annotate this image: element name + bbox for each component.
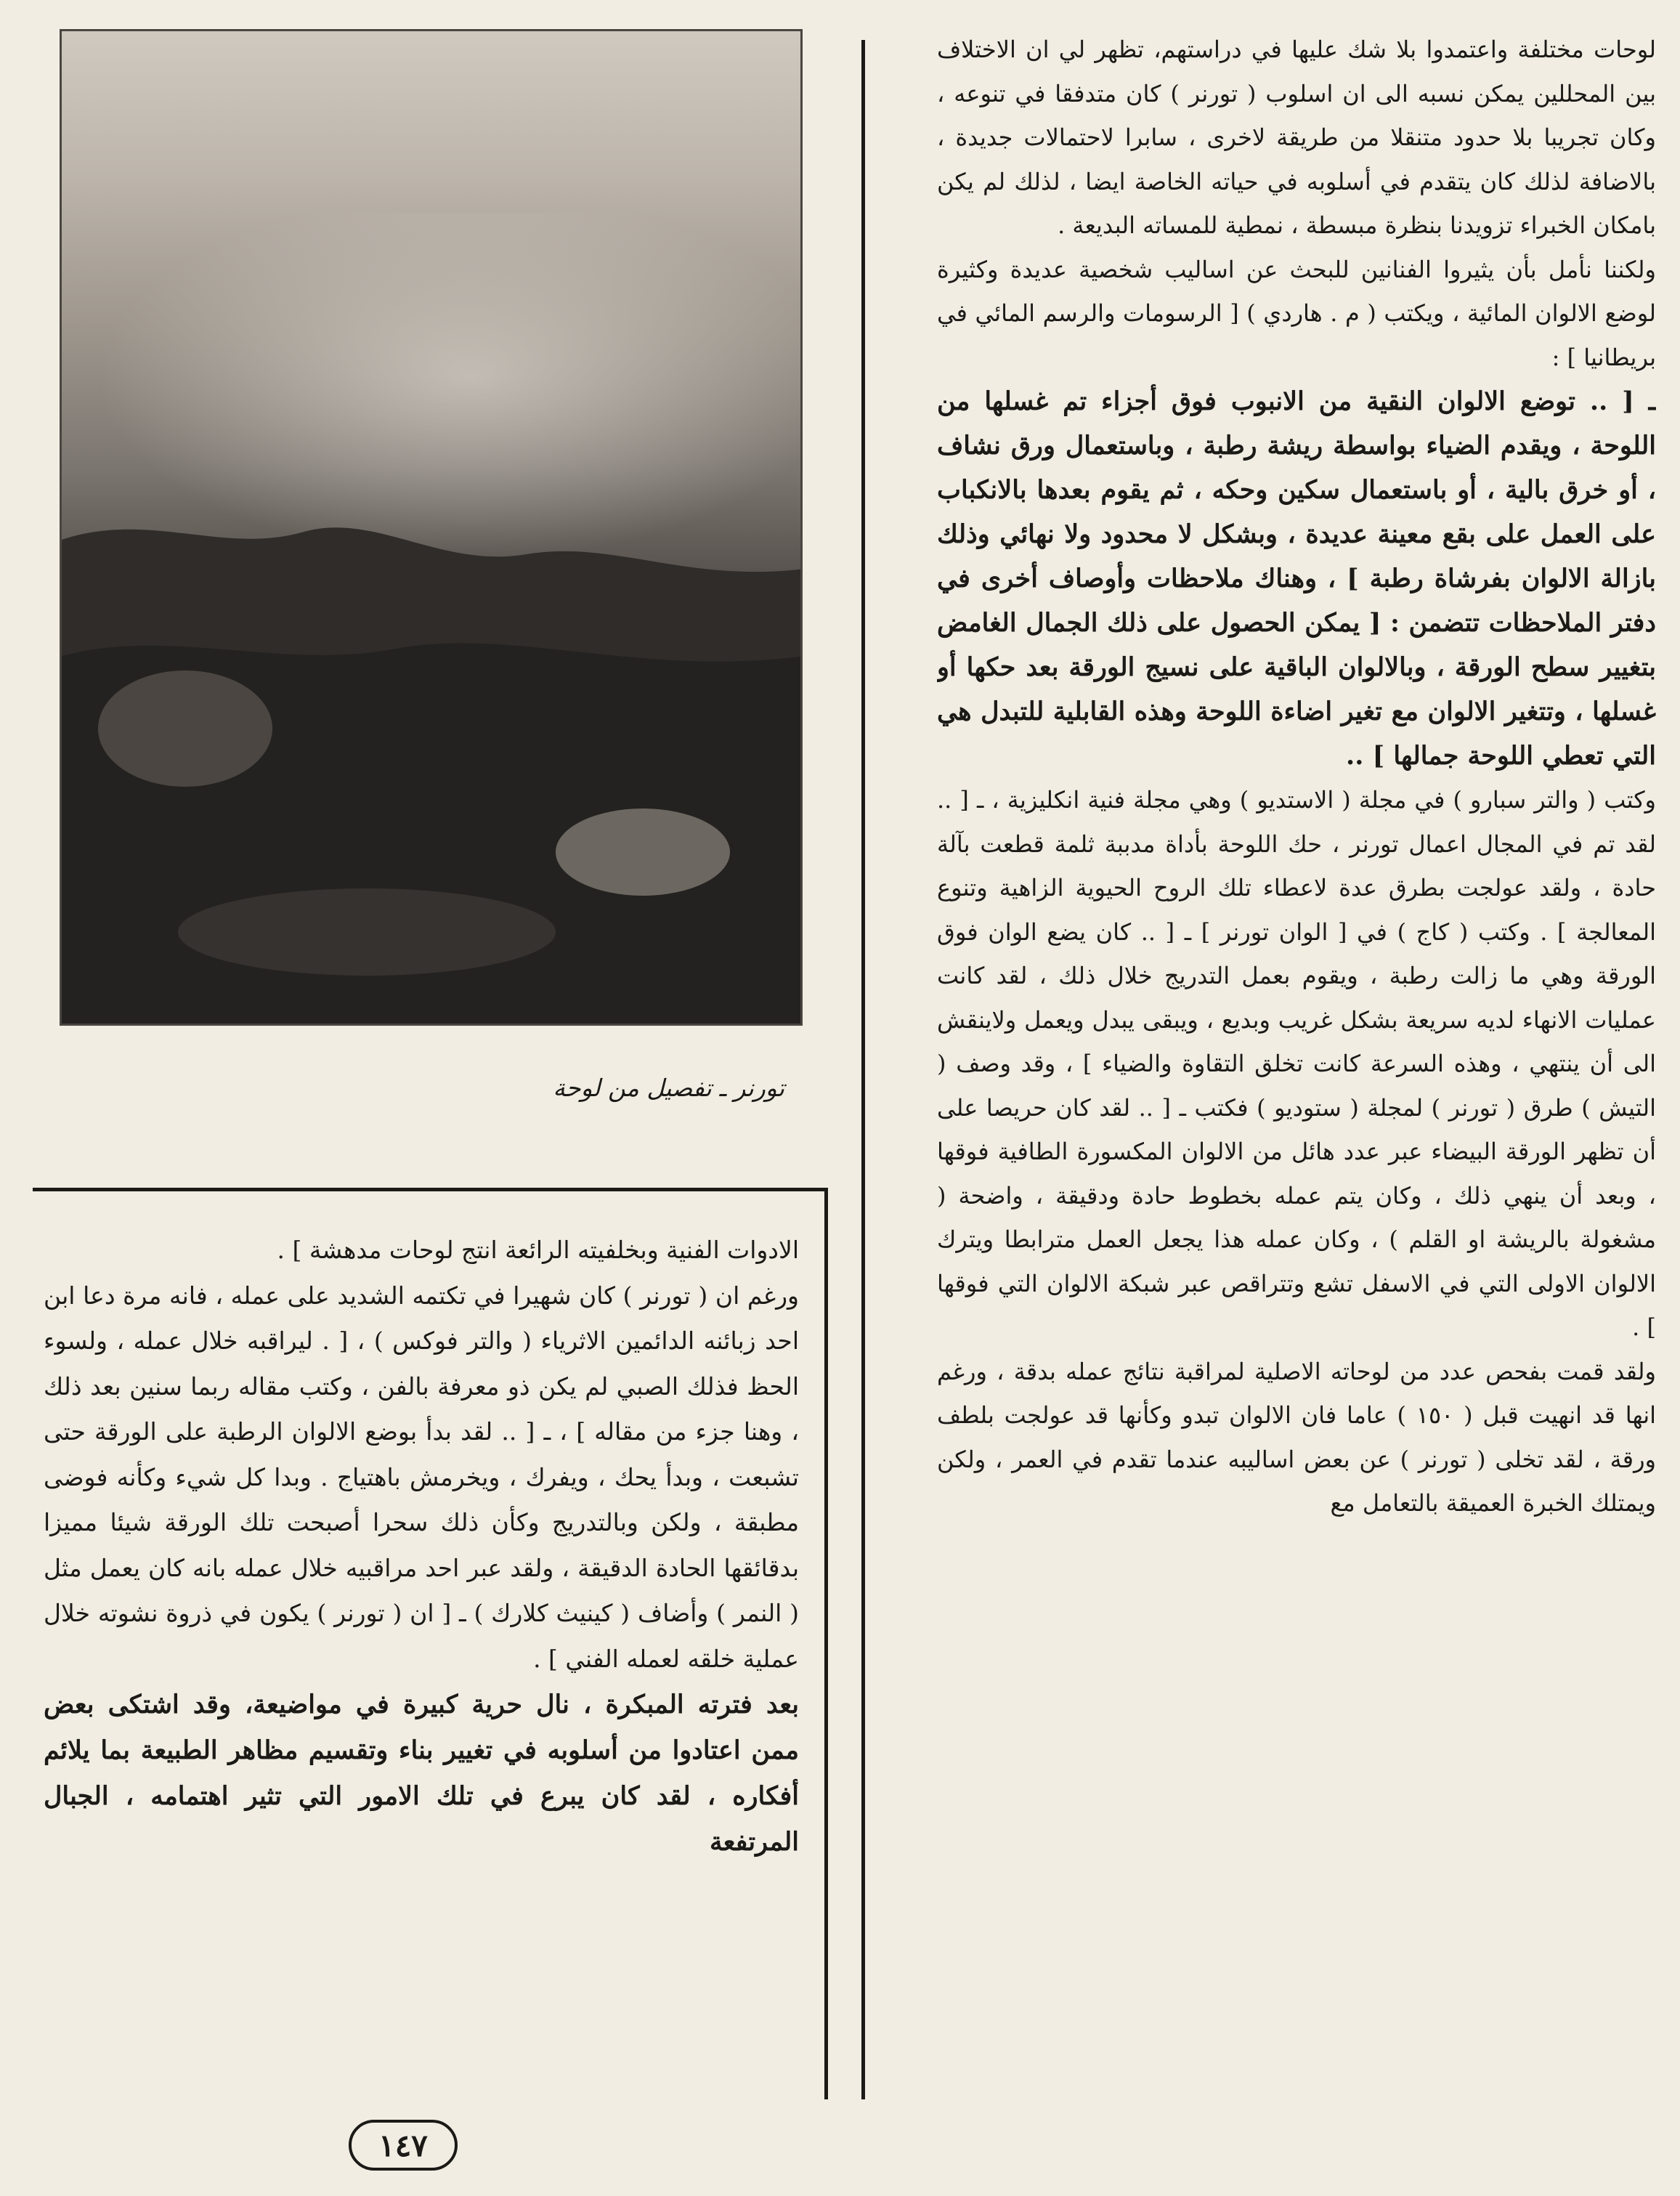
column-divider [861, 40, 865, 2099]
right-paragraph-5: ولقد قمت بفحص عدد من لوحاته الاصلية لمراقبة نتائج عمله بدقة ، ورغم انها قد انهيت قبل ( ١٥٠ ) عاما فان الالوان تبدو وكأنها قد عولجت بلطف ورقة ، لقد تخلى ( تورنر ) عن بعض اساليبه عندما تقدم في العمر ، ولكن ويمتلك الخبرة العميقة بالتعامل مع [937, 1357, 1656, 1517]
right-paragraph-1: لوحات مختلفة واعتمدوا بلا شك عليها في دراستهم، تظهر لي ان الاختلاف بين المحللين يمكن نسبه الى ان اسلوب ( تورنر ) كان متدفقا في تنوعه ، وكان تجريبا بلا حدود متنقلا من طريقة لاخرى ، سابرا لاحتمالات جديدة ، بالاضافة لذلك كان يتقدم في أسلوبه في حياته الخاصة ايضا ، لذلك لم يكن بامكان الخبراء تزويدنا بنظرة مبسطة ، نمطية للمساته البديعة . [937, 36, 1656, 239]
box-paragraph-2: ورغم ان ( تورنر ) كان شهيرا في تكتمه الشديد على عمله ، فانه مرة دعا ابن احد زبائنه الدائمين الاثرياء ( والتر فوكس ) ، [ . ليراقبه خلال عمله ، ولسوء الحظ فذلك الصبي لم يكن ذو معرفة بالفن ، وكتب مقاله ربما سنين بعد ذلك ، وهنا جزء من مقاله ] ، ـ [ .. لقد بدأ بوضع الالوان الرطبة على الورقة حتى تشبعت ، وبدأ يحك ، ويفرك ، ويخرمش باهتياج . وبدا كل شيء وكأنه فوضى مطبقة ، ولكن وبالتدريج وكأن ذلك سحرا أصبحت تلك الورقة شيئا مميزا بدقائقها الحادة الدقيقة ، ولقد عبر احد مراقبيه خلال عمله بانه كان يعمل مثل ( النمر ) وأضاف ( كينيث كلارك ) ـ [ ان ( تورنر ) يكون في ذروة نشوته خلال عملية خلقه لعمله الفني ] . [44, 1281, 799, 1673]
photo-caption: تورنر ـ تفصيل من لوحة [553, 1074, 784, 1102]
box-paragraph-bold: بعد فترته المبكرة ، نال حرية كبيرة في مواضيعة، وقد اشتكى بعض ممن اعتادوا من أسلوبه في تغيير بناء وتقسيم مظاهر الطبيعة بما يلائم أفكاره ، لقد كان يبرع في تلك الامور التي تثير اهتمامه ، الجبال المرتفعة [44, 1690, 799, 1857]
right-paragraph-4: وكتب ( والتر سبارو ) في مجلة ( الاستديو ) وهي مجلة فنية انكليزية ، ـ [ .. لقد تم في المجال اعمال تورنر ، حك اللوحة بأداة مدببة ثلمة قطعت بآلة حادة ، ولقد عولجت بطرق عدة لاعطاء تلك الروح الحيوية الزاهية وتنوع المعالجة ] . وكتب ( كاج ) في [ الوان تورنر ] ـ [ .. كان يضع الوان فوق الورقة وهي ما زالت رطبة ، ويقوم بعمل التدريج خلال ذلك ، لقد كانت عمليات الانهاء لديه سريعة بشكل غريب وبديع ، ويبقى يبدل ويعمل ولاينقش الى أن ينتهي ، وهذه السرعة كانت تخلق التقاوة والضياء ] ، وقد وصف ( التيش ) طرق ( تورنر ) لمجلة ( ستوديو ) فكتب ـ [ .. لقد كان حريصا على أن تظهر الورقة البيضاء عبر عدد هائل من الالوان المكسورة الطافية فوقها ، وبعد أن ينهي ذلك ، وكان يتم عمله بخطوط حادة ودقيقة ، واضحة ( مشغولة بالريشة او القلم ) ، وكان عمله هذا يجعل العمل مترابطا ويترك الالوان الاولى التي في الاسفل تشع وتتراقص عبر شبكة الالوان التي فوقها ] . [937, 786, 1656, 1341]
turner-painting-photo [60, 29, 803, 1026]
painting-illustration [62, 31, 803, 1026]
right-paragraph-quote-bold: ـ [ .. توضع الالوان النقية من الانبوب فوق أجزاء تم غسلها من اللوحة ، ويقدم الضياء بواسطة ريشة رطبة ، وباستعمال ورق نشاف ، أو خرق بالية ، أو باستعمال سكين وحكه ، ثم يقوم بعدها بالانكباب على العمل على بقع معينة عديدة ، وبشكل لا محدود ولا نهائي وذلك بازالة الالوان بفرشاة رطبة ] ، وهناك ملاحظات وأوصاف أخرى في دفتر الملاحظات تتضمن : [ يمكن الحصول على ذلك الجمال الغامض بتغيير سطح الورقة ، وبالالوان الباقية على نسيج الورقة بعد حكها أو غسلها ، وتتغير الالوان مع تغير اضاءة اللوحة وهذه القابلية للتبدل هي التي تعطي اللوحة جمالها ] .. [937, 386, 1656, 771]
box-paragraph-1: الادوات الفنية وبخلفيته الرائعة انتج لوحات مدهشة ] . [277, 1236, 799, 1264]
right-text-column [937, 28, 1656, 2142]
page-number: ١٤٧ [349, 2120, 458, 2171]
boxed-text-column [44, 1228, 799, 2099]
right-paragraph-2: ولكننا نأمل بأن يثيروا الفنانين للبحث عن اساليب شخصية عديدة وكثيرة لوضع الالوان المائية ، ويكتب ( م . هاردي ) [ الرسومات والرسم المائي في بريطانيا ] : [937, 255, 1656, 371]
